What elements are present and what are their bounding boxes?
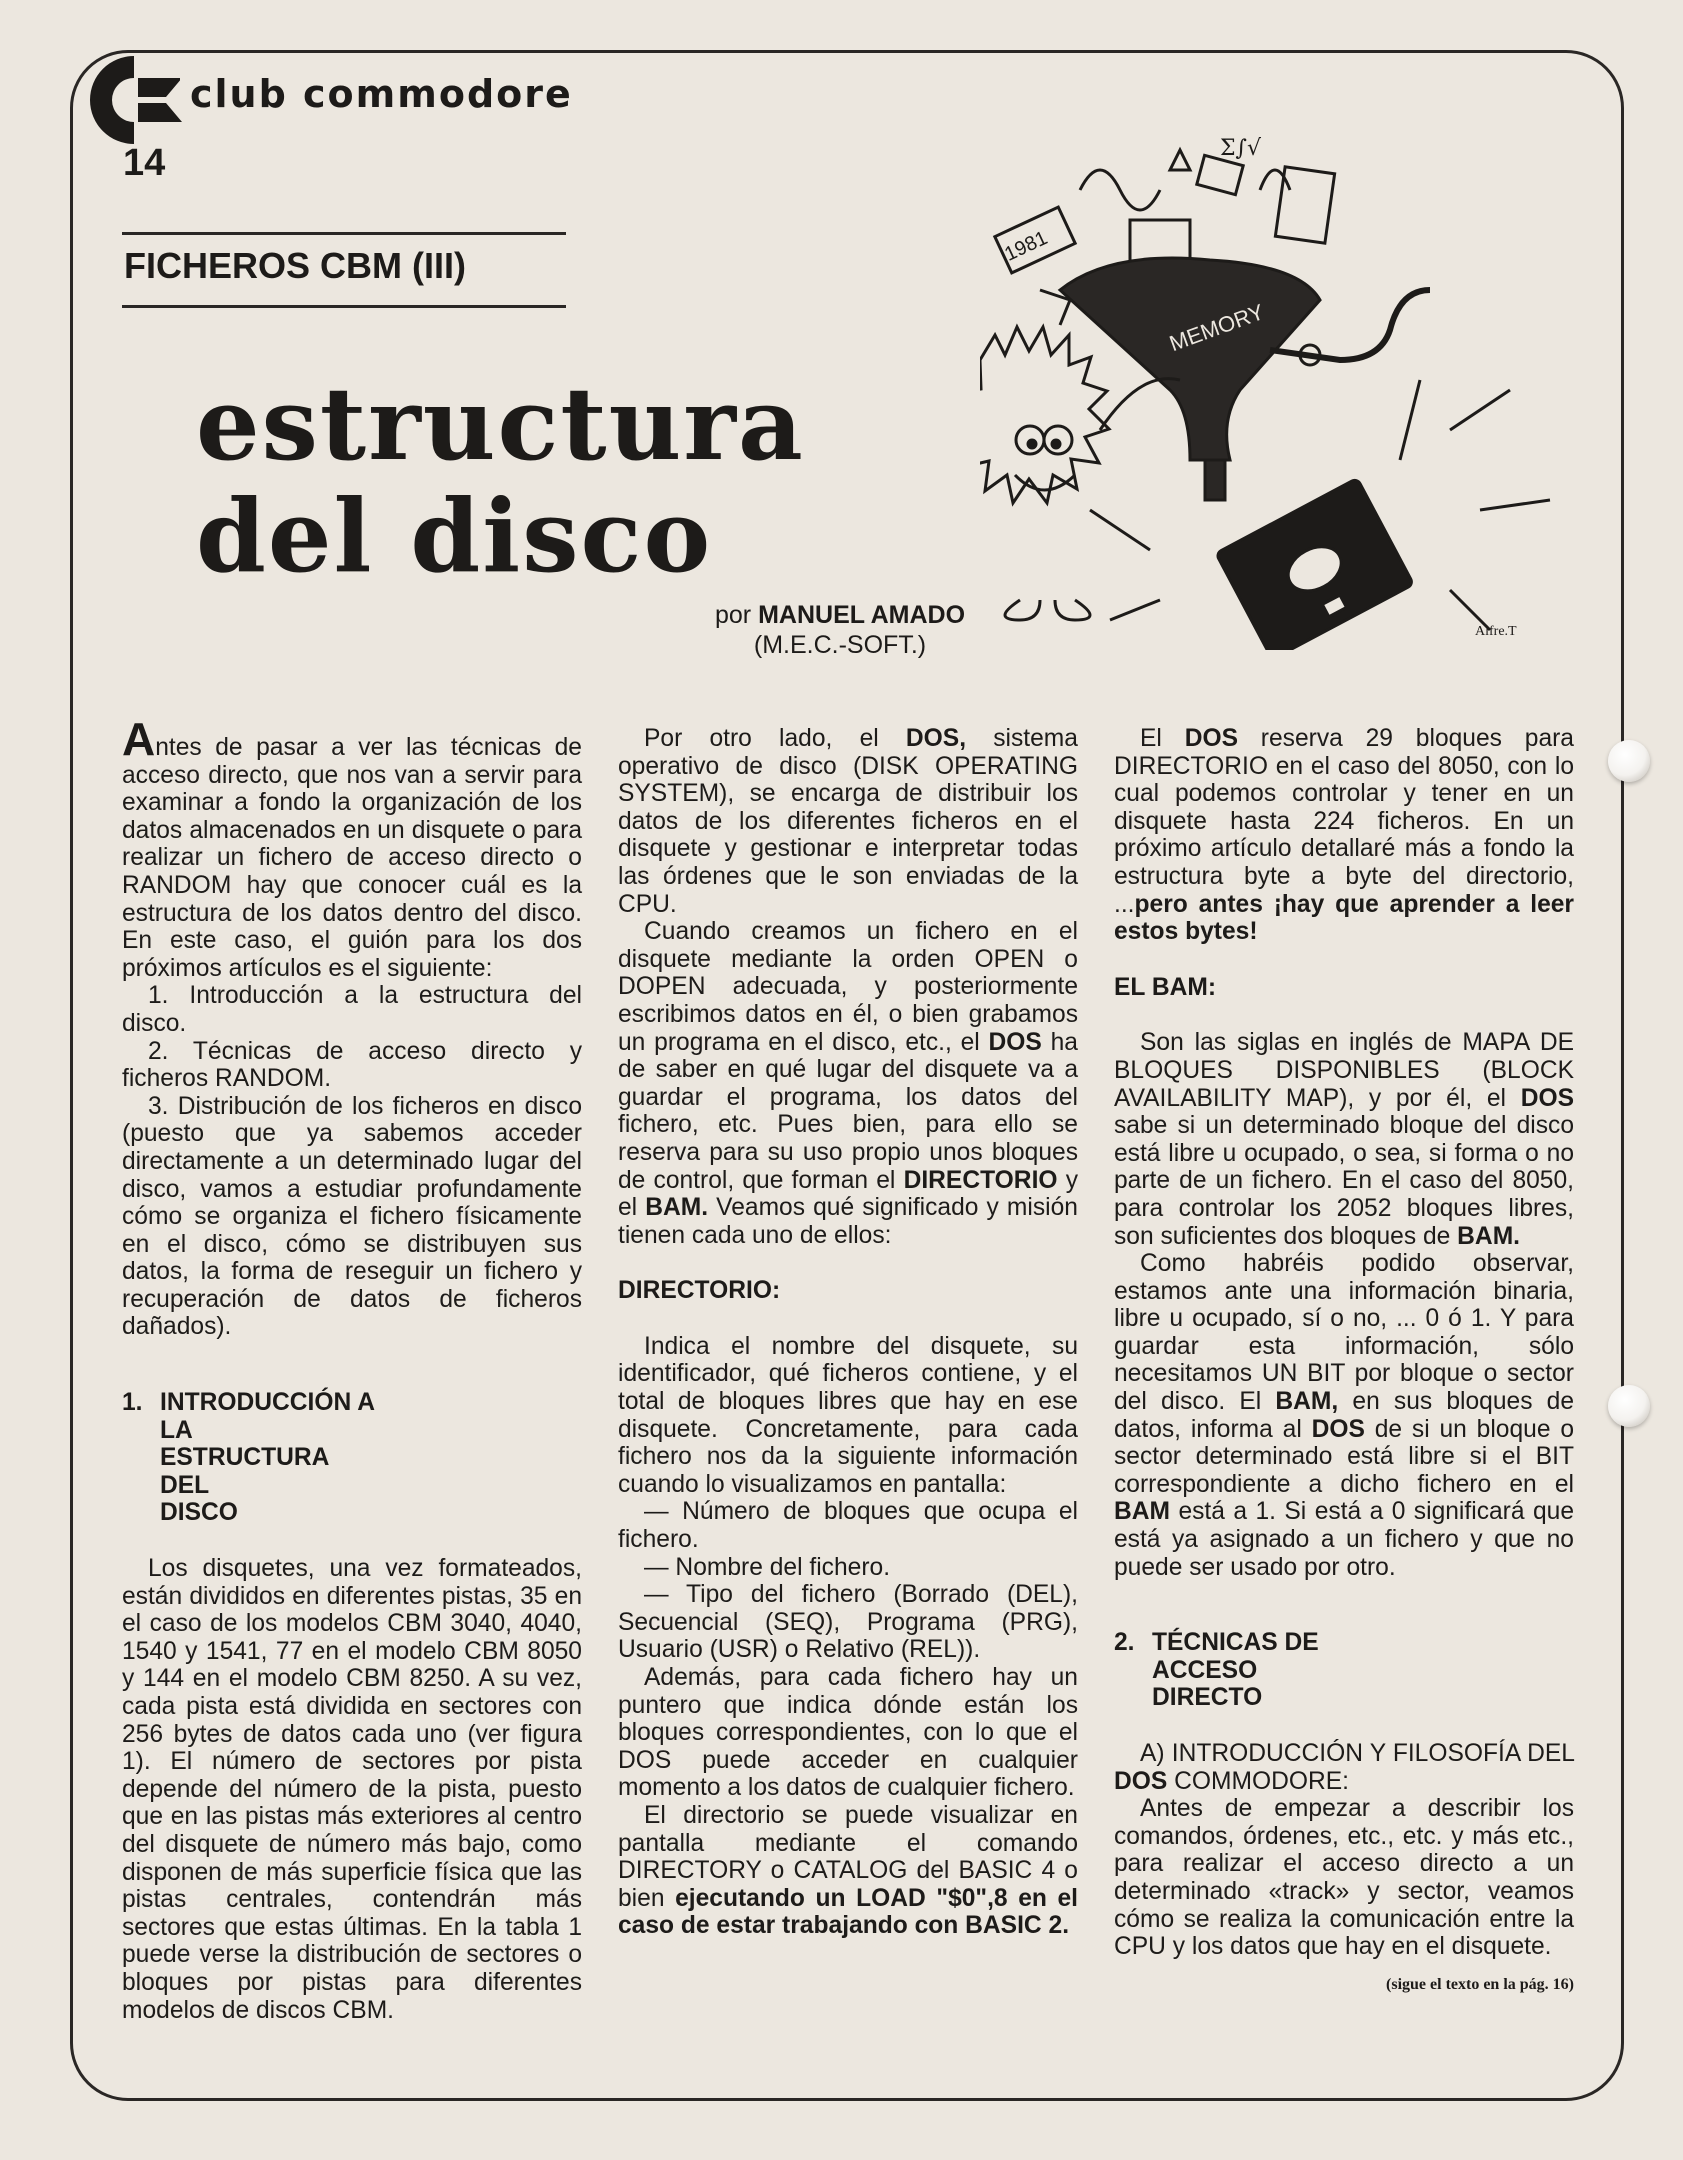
paragraph: El directorio se puede visualizar en pantalla mediante el comando DIRECTORY o CATALOG del BASIC 4 o bien ejecutando un LOAD "$0",8 en el caso de estar trabajando con BASIC 2. — [618, 1801, 1078, 1940]
column-1 — [122, 713, 582, 2024]
byline-affiliation: (M.E.C.-SOFT.) — [753, 631, 927, 659]
list-item: — Tipo del fichero (Borrado (DEL), Secuencial (SEQ), Programa (PRG), Usuario (USR) o Relativo (REL)). — [618, 1581, 1078, 1664]
list-item: — Número de bloques que ocupa el fichero. — [618, 1498, 1078, 1554]
tape-label: 1981 — [1001, 226, 1051, 266]
article-title — [196, 365, 805, 595]
list-item: 1. Introducción a la estructura del disco. — [122, 982, 582, 1037]
paragraph: Además, para cada fichero hay un puntero que indica dónde están los bloques correspondientes, con lo que el DOS puede acceder en cualquier momento a los datos de cualquier fichero. — [618, 1664, 1078, 1802]
heading-bam: EL BAM: — [1114, 973, 1217, 1001]
heading-directorio: DIRECTORIO: — [618, 1277, 781, 1305]
paragraph: Indica el nombre del disquete, su identificador, qué ficheros contiene, y el total de bloques libres que hay en ese disquete. Concretamente, para cada fichero nos da la siguiente información cuando lo visualizamos en pantalla: — [618, 1332, 1078, 1498]
svg-text:Σ∫√: Σ∫√ — [1220, 136, 1262, 161]
list-item: 2. Técnicas de acceso directo y ficheros RANDOM. — [122, 1037, 582, 1093]
paragraph: El DOS reserva 29 bloques para DIRECTORIO en el caso del 8050, con lo cual podemos controlar y tener en un disquete hasta 224 ficheros. En un próximo artículo detallaré más a fondo la estructura byte a byte del directorio, ...pero antes ¡hay que aprender a leer estos bytes! — [1114, 725, 1574, 946]
title-line-1: estructura — [196, 365, 805, 483]
paragraph: Cuando creamos un fichero en el disquete mediante la orden OPEN o DOPEN adecuada, y posteriormente escribimos datos en él, o bien grabamos un programa en el disco, etc., el DOS ha de saber en qué lugar del disquete va a guardar el programa, los datos del fichero, etc. Pues bien, para ello se reserva para su uso propio unos bloques de control, que forman el DIRECTORIO y el BAM. Veamos qué significado y misión tienen cada uno de ellos: — [618, 918, 1078, 1249]
column-2 — [618, 725, 1078, 1940]
brand-name: club commodore — [180, 72, 583, 116]
drop-cap: A — [122, 713, 156, 765]
paragraph: Como habréis podido observar, estamos ante una información binaria, libre u ocupado, sí o no, ... 0 ó 1. Y para guardar esta información, sólo necesitamos UN BIT por bloque o sector del disco. El BAM, en sus bloques de datos, informa al DOS de si un bloque o sector determinado está libre si el BIT correspondiente a dicho fichero en el BAM está a 1. Si está a 0 significará que está ya asignado a un fichero y que no puede ser usado por otro. — [1114, 1250, 1575, 1581]
funnel-label: MEMORY — [1166, 299, 1268, 357]
byline-por: por — [714, 601, 752, 629]
section-heading-2: 2. TÉCNICAS DE ACCESO DIRECTO — [1114, 1629, 1319, 1712]
series-title: FICHEROS CBM (III) — [122, 232, 566, 308]
paragraph: Antes de empezar a describir los comandos, órdenes, etc., etc. y más etc., para realizar el acceso directo a un determinado «track» y sector, veamos cómo se realiza la comunicación entre la CPU y los datos que hay en el disquete. — [1114, 1795, 1574, 1961]
list-item: — Nombre del fichero. — [644, 1553, 891, 1581]
cartoon-illustration — [980, 130, 1580, 650]
paragraph: Son las siglas en inglés de MAPA DE BLOQUES DISPONIBLES (BLOCK AVAILABILITY MAP), y por él, el DOS sabe si un determinado bloque del disco está libre u ocupado, o sea, si forma o no parte de un fichero. En el caso del 8050, para controlar los 2052 bloques libres, son suficientes dos bloques de BAM. — [1114, 1029, 1574, 1250]
paragraph: Los disquetes, una vez formateados, están divididos en diferentes pistas, 35 en el caso de los modelos CBM 3040, 4040, 1540 y 1541, 77 en el modelo CBM 8050 y 144 en el modelo CBM 8250. A su vez, cada pista está dividida en sectores con 256 bytes de datos cada uno (ver figura 1). El número de sectores por pista depende del número de la pista, puesto que en las pistas más exteriores al centro del disquete de número más bajo, como disponen de más superficie física que las pistas centrales, contendrán más sectores que estas últimas. En la tabla 1 puede verse la distribución de sectores o bloques por pistas para diferentes modelos de discos CBM. — [122, 1555, 582, 2024]
continuation-note: (sigue el texto en la pág. 16) — [1386, 1975, 1574, 1993]
page-number: 14 — [123, 142, 166, 184]
commodore-logo-icon — [78, 50, 188, 148]
intro-paragraph: Antes de pasar a ver las técnicas de acceso directo, que nos van a servir para examinar a fondo la organización de los datos almacenados en un disquete o para realizar un fichero de acceso directo o RANDOM hay que conocer cuál es la estructura de los datos dentro del disco. En este caso, el guión para los dos próximos artículos es el siguiente: — [122, 713, 582, 982]
list-item: 3. Distribución de los ficheros en disco (puesto que ya sabemos acceder directamente a un determinado lugar del disco, vamos a estudiar profundamente cómo se organiza el fichero físicamente en el disco, cómo se distribuyen sus datos, la forma de reseguir un fichero y recuperación de datos de ficheros dañados). — [122, 1092, 582, 1341]
binder-hole — [1608, 740, 1650, 782]
binder-hole — [1608, 1385, 1650, 1427]
paragraph: Por otro lado, el DOS, sistema operativo de disco (DISK OPERATING SYSTEM), se encarga de distribuir los datos de los diferentes ficheros en el disquete y gestionar e interpretar todas las órdenes que le son enviadas de la CPU. — [618, 725, 1078, 918]
subheading: A) INTRODUCCIÓN Y FILOSOFÍA DEL DOS COMMODORE: — [1114, 1740, 1574, 1795]
column-3 — [1114, 725, 1574, 1998]
section-heading-1: 1. INTRODUCCIÓN A LA ESTRUCTURA DEL DISCO — [122, 1389, 375, 1527]
byline-author: MANUEL AMADO — [758, 601, 966, 629]
artist-signature: Alfre.T — [1475, 624, 1517, 639]
title-line-2: del disco — [196, 477, 713, 595]
